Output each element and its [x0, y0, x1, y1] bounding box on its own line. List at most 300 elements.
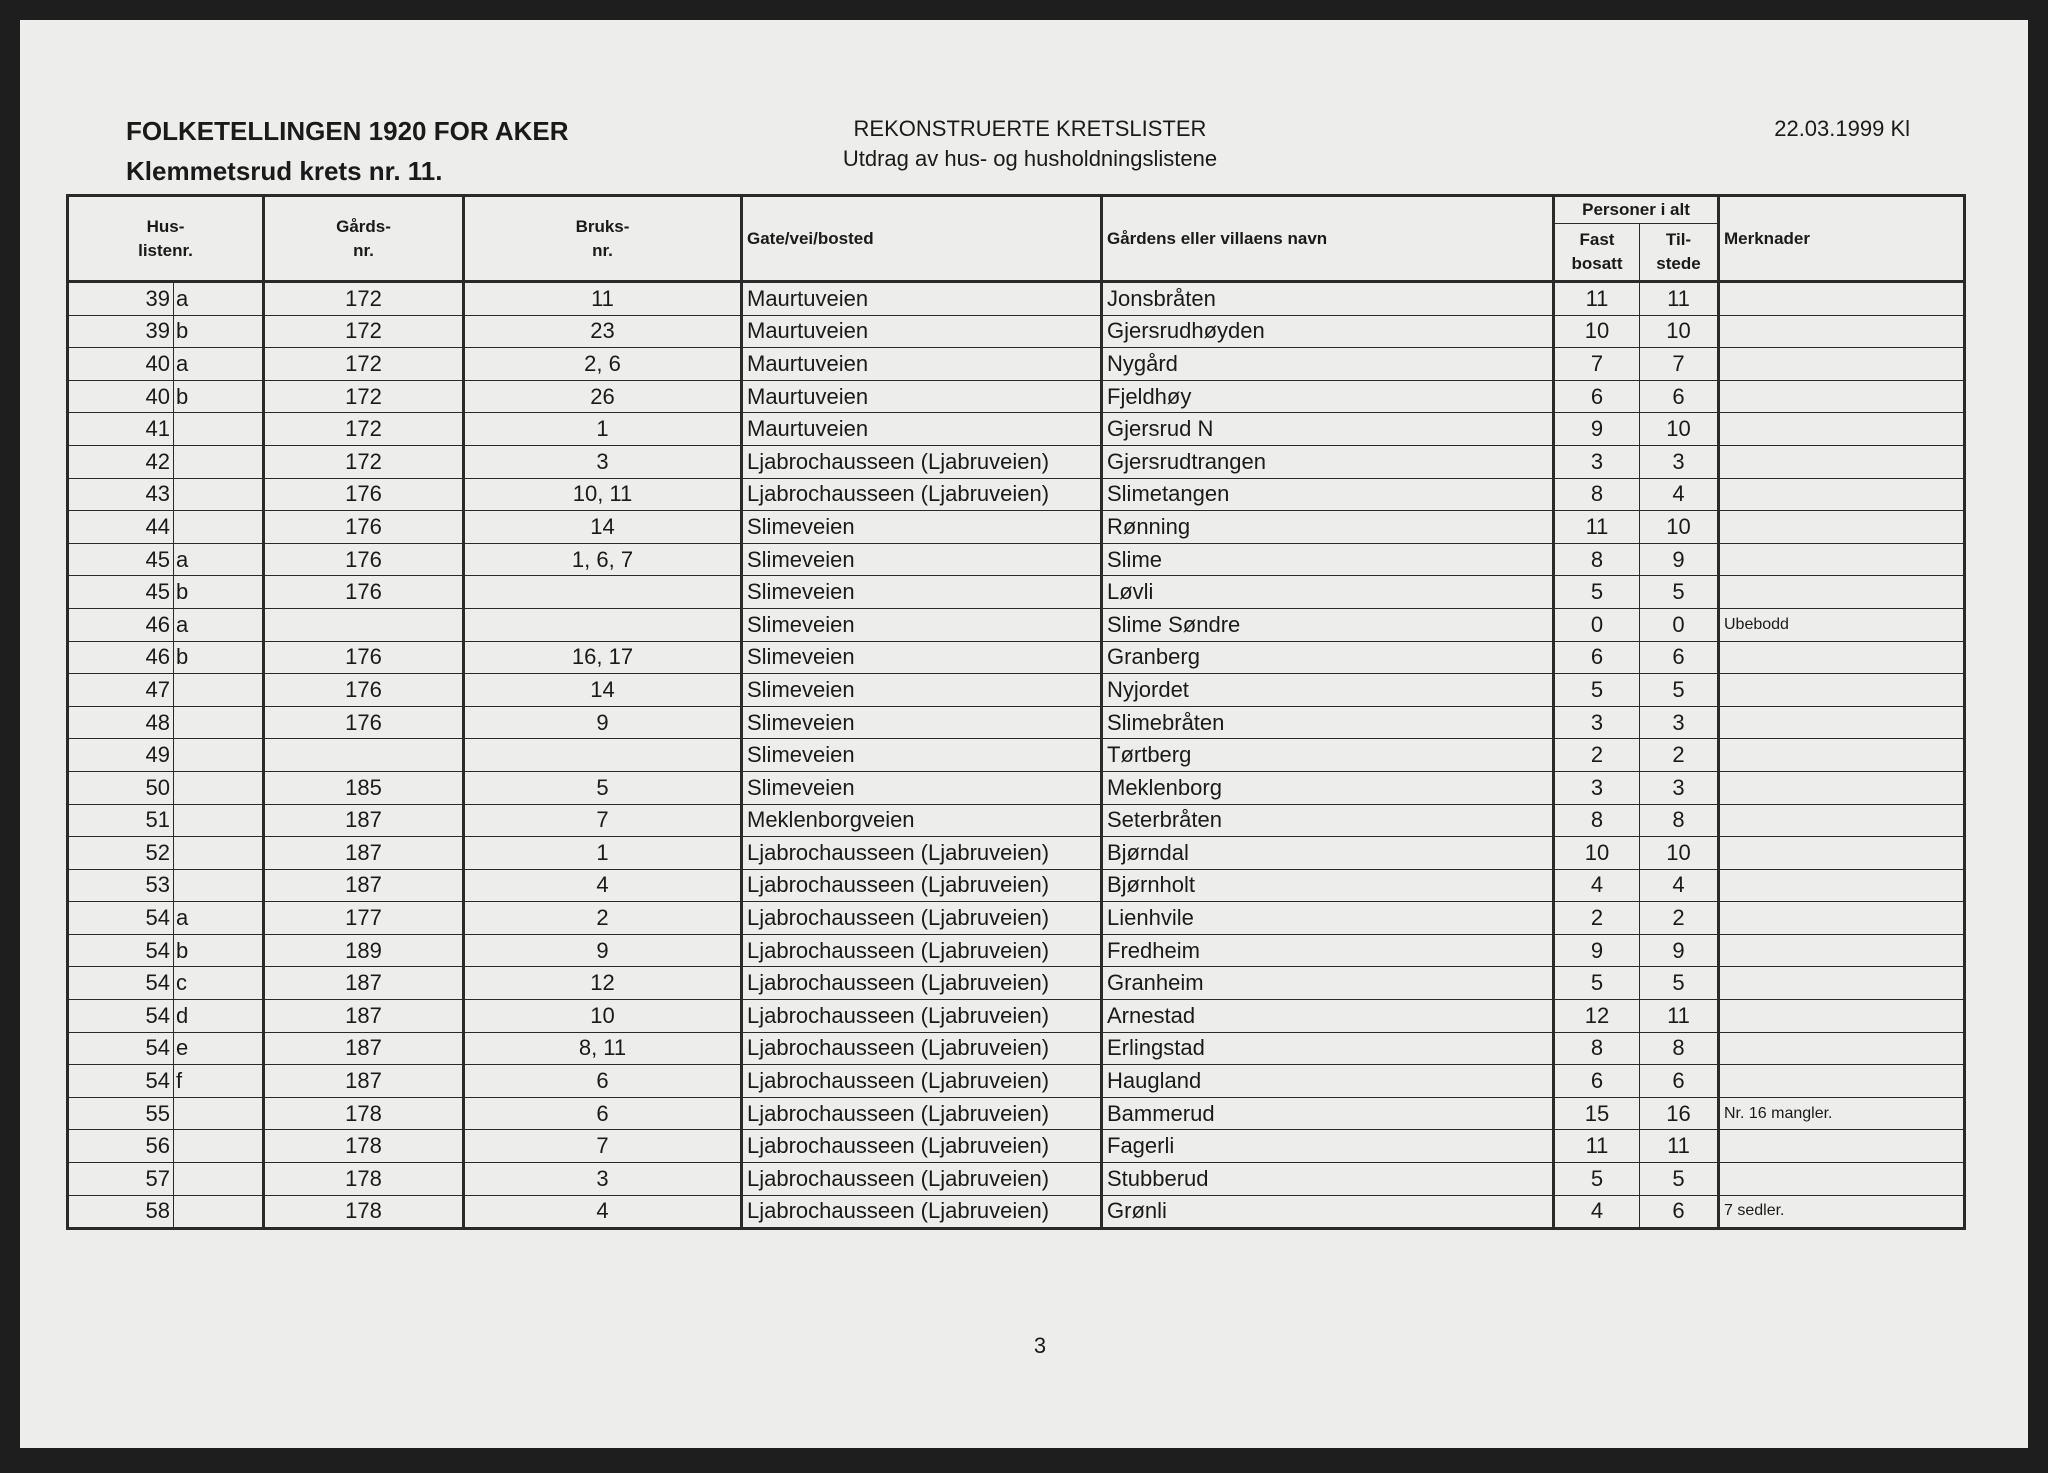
cell-merknader: 7 sedler.: [1719, 1195, 1965, 1229]
cell-bruksnr: 4: [464, 1195, 742, 1229]
cell-gate: Slimeveien: [742, 576, 1102, 609]
cell-bruksnr: [464, 608, 742, 641]
col-header-huslistenr: Hus- listenr.: [68, 196, 264, 282]
cell-huslistenr: 39: [68, 315, 174, 348]
cell-gardsnr: 176: [264, 576, 464, 609]
center-subheading: Utdrag av hus- og husholdningslistene: [842, 146, 1218, 171]
cell-gardens-navn: Fredheim: [1102, 934, 1554, 967]
cell-huslistenr: 56: [68, 1130, 174, 1163]
cell-bruksnr: 3: [464, 1163, 742, 1196]
cell-huslistenr: 39: [68, 282, 174, 316]
cell-suffix: b: [174, 934, 264, 967]
cell-suffix: [174, 739, 264, 772]
cell-suffix: b: [174, 641, 264, 674]
cell-tilstede: 9: [1640, 934, 1719, 967]
cell-suffix: f: [174, 1065, 264, 1098]
date-stamp: 22.03.1999 Kl: [1774, 116, 1910, 141]
table-row: [68, 380, 1965, 413]
cell-merknader: [1719, 804, 1965, 837]
cell-gate: Slimeveien: [742, 641, 1102, 674]
cell-bruksnr: 9: [464, 706, 742, 739]
table-row: [68, 837, 1965, 870]
cell-gate: Ljabrochausseen (Ljabruveien): [742, 967, 1102, 1000]
cell-gate: Slimeveien: [742, 706, 1102, 739]
cell-tilstede: 8: [1640, 1032, 1719, 1065]
cell-gardens-navn: Jonsbråten: [1102, 282, 1554, 316]
cell-fast-bosatt: 6: [1554, 641, 1640, 674]
cell-huslistenr: 54: [68, 967, 174, 1000]
cell-gate: Ljabrochausseen (Ljabruveien): [742, 445, 1102, 478]
cell-huslistenr: 53: [68, 869, 174, 902]
table-row: [68, 869, 1965, 902]
cell-bruksnr: 12: [464, 967, 742, 1000]
cell-fast-bosatt: 4: [1554, 869, 1640, 902]
cell-suffix: [174, 837, 264, 870]
cell-gate: Ljabrochausseen (Ljabruveien): [742, 902, 1102, 935]
cell-suffix: [174, 413, 264, 446]
cell-huslistenr: 40: [68, 380, 174, 413]
table-row: [68, 1195, 1965, 1229]
cell-tilstede: 6: [1640, 380, 1719, 413]
cell-merknader: [1719, 380, 1965, 413]
cell-gate: Ljabrochausseen (Ljabruveien): [742, 837, 1102, 870]
cell-huslistenr: 54: [68, 1065, 174, 1098]
cell-fast-bosatt: 11: [1554, 282, 1640, 316]
cell-fast-bosatt: 7: [1554, 348, 1640, 381]
cell-bruksnr: 16, 17: [464, 641, 742, 674]
cell-gate: Maurtuveien: [742, 315, 1102, 348]
cell-tilstede: 3: [1640, 445, 1719, 478]
cell-suffix: [174, 674, 264, 707]
cell-fast-bosatt: 11: [1554, 511, 1640, 544]
cell-fast-bosatt: 3: [1554, 706, 1640, 739]
cell-gardens-navn: Bammerud: [1102, 1097, 1554, 1130]
cell-gardsnr: 172: [264, 445, 464, 478]
cell-merknader: [1719, 315, 1965, 348]
col-header-merknader: Merknader: [1719, 196, 1965, 282]
cell-fast-bosatt: 12: [1554, 1000, 1640, 1033]
table-row: [68, 445, 1965, 478]
cell-suffix: [174, 869, 264, 902]
cell-tilstede: 5: [1640, 576, 1719, 609]
cell-tilstede: 3: [1640, 771, 1719, 804]
cell-bruksnr: 9: [464, 934, 742, 967]
cell-bruksnr: 11: [464, 282, 742, 316]
cell-gardens-navn: Bjørndal: [1102, 837, 1554, 870]
cell-gardens-navn: Meklenborg: [1102, 771, 1554, 804]
cell-gardsnr: 178: [264, 1097, 464, 1130]
cell-gate: Slimeveien: [742, 543, 1102, 576]
cell-gardens-navn: Haugland: [1102, 1065, 1554, 1098]
center-heading: REKONSTRUERTE KRETSLISTER: [853, 116, 1207, 141]
cell-tilstede: 10: [1640, 837, 1719, 870]
cell-huslistenr: 42: [68, 445, 174, 478]
cell-gate: Ljabrochausseen (Ljabruveien): [742, 934, 1102, 967]
cell-merknader: [1719, 478, 1965, 511]
cell-merknader: [1719, 902, 1965, 935]
cell-merknader: [1719, 706, 1965, 739]
cell-huslistenr: 55: [68, 1097, 174, 1130]
cell-bruksnr: 1: [464, 837, 742, 870]
cell-huslistenr: 40: [68, 348, 174, 381]
table-row: [68, 576, 1965, 609]
cell-gate: Maurtuveien: [742, 348, 1102, 381]
cell-merknader: [1719, 348, 1965, 381]
table-row: [68, 413, 1965, 446]
cell-gate: Meklenborgveien: [742, 804, 1102, 837]
cell-merknader: [1719, 445, 1965, 478]
cell-gardsnr: 178: [264, 1130, 464, 1163]
cell-suffix: b: [174, 576, 264, 609]
cell-gardens-navn: Grønli: [1102, 1195, 1554, 1229]
cell-tilstede: 16: [1640, 1097, 1719, 1130]
cell-gate: Ljabrochausseen (Ljabruveien): [742, 478, 1102, 511]
cell-suffix: a: [174, 608, 264, 641]
cell-bruksnr: 26: [464, 380, 742, 413]
cell-gardens-navn: Slimebråten: [1102, 706, 1554, 739]
cell-merknader: [1719, 1130, 1965, 1163]
cell-tilstede: 11: [1640, 1130, 1719, 1163]
cell-fast-bosatt: 8: [1554, 1032, 1640, 1065]
cell-gardsnr: 187: [264, 967, 464, 1000]
cell-huslistenr: 54: [68, 1000, 174, 1033]
cell-huslistenr: 58: [68, 1195, 174, 1229]
cell-tilstede: 9: [1640, 543, 1719, 576]
cell-fast-bosatt: 2: [1554, 739, 1640, 772]
cell-tilstede: 5: [1640, 967, 1719, 1000]
cell-suffix: [174, 706, 264, 739]
cell-fast-bosatt: 5: [1554, 576, 1640, 609]
cell-tilstede: 4: [1640, 869, 1719, 902]
cell-suffix: b: [174, 380, 264, 413]
cell-bruksnr: 2: [464, 902, 742, 935]
cell-gate: Slimeveien: [742, 674, 1102, 707]
col-header-tilstede: Til- stede: [1640, 224, 1719, 282]
cell-tilstede: 6: [1640, 1065, 1719, 1098]
cell-gardsnr: 172: [264, 315, 464, 348]
cell-gardsnr: 172: [264, 380, 464, 413]
cell-gate: Ljabrochausseen (Ljabruveien): [742, 1130, 1102, 1163]
cell-tilstede: 10: [1640, 413, 1719, 446]
table-row: [68, 934, 1965, 967]
cell-fast-bosatt: 9: [1554, 413, 1640, 446]
cell-gardens-navn: Erlingstad: [1102, 1032, 1554, 1065]
cell-suffix: [174, 1130, 264, 1163]
cell-bruksnr: 6: [464, 1097, 742, 1130]
cell-huslistenr: 41: [68, 413, 174, 446]
table-row: [68, 804, 1965, 837]
cell-fast-bosatt: 5: [1554, 1163, 1640, 1196]
cell-gardens-navn: Gjersrudtrangen: [1102, 445, 1554, 478]
cell-merknader: [1719, 771, 1965, 804]
cell-gardsnr: 189: [264, 934, 464, 967]
cell-merknader: [1719, 413, 1965, 446]
col-header-gate: Gate/vei/bosted: [742, 196, 1102, 282]
cell-huslistenr: 50: [68, 771, 174, 804]
cell-suffix: [174, 1097, 264, 1130]
cell-huslistenr: 54: [68, 1032, 174, 1065]
table-row: [68, 1130, 1965, 1163]
cell-gardens-navn: Gjersrudhøyden: [1102, 315, 1554, 348]
cell-suffix: [174, 771, 264, 804]
census-table-body: [68, 282, 1965, 1229]
cell-gate: Ljabrochausseen (Ljabruveien): [742, 869, 1102, 902]
header-row-group: [68, 196, 1965, 224]
table-row: [68, 706, 1965, 739]
table-row: [68, 1163, 1965, 1196]
table-row: [68, 739, 1965, 772]
table-row: [68, 674, 1965, 707]
cell-huslistenr: 46: [68, 608, 174, 641]
cell-gardens-navn: Løvli: [1102, 576, 1554, 609]
cell-fast-bosatt: 3: [1554, 445, 1640, 478]
cell-suffix: [174, 511, 264, 544]
cell-gate: Slimeveien: [742, 771, 1102, 804]
cell-suffix: [174, 804, 264, 837]
cell-gardsnr: 185: [264, 771, 464, 804]
cell-huslistenr: 52: [68, 837, 174, 870]
cell-tilstede: 7: [1640, 348, 1719, 381]
cell-huslistenr: 46: [68, 641, 174, 674]
cell-gate: Maurtuveien: [742, 413, 1102, 446]
cell-gate: Slimeveien: [742, 608, 1102, 641]
cell-tilstede: 0: [1640, 608, 1719, 641]
table-row: [68, 1065, 1965, 1098]
cell-fast-bosatt: 15: [1554, 1097, 1640, 1130]
table-row: [68, 1032, 1965, 1065]
census-table: [66, 194, 1966, 1230]
cell-tilstede: 3: [1640, 706, 1719, 739]
cell-gardens-navn: Slime Søndre: [1102, 608, 1554, 641]
cell-bruksnr: 2, 6: [464, 348, 742, 381]
cell-suffix: [174, 445, 264, 478]
table-row: [68, 771, 1965, 804]
cell-tilstede: 6: [1640, 641, 1719, 674]
cell-tilstede: 8: [1640, 804, 1719, 837]
cell-gardsnr: [264, 608, 464, 641]
cell-huslistenr: 45: [68, 576, 174, 609]
cell-merknader: [1719, 674, 1965, 707]
cell-merknader: [1719, 641, 1965, 674]
table-row: [68, 967, 1965, 1000]
cell-gardsnr: 177: [264, 902, 464, 935]
cell-gardsnr: 172: [264, 413, 464, 446]
cell-gardens-navn: Gjersrud N: [1102, 413, 1554, 446]
table-row: [68, 478, 1965, 511]
cell-fast-bosatt: 9: [1554, 934, 1640, 967]
cell-gardens-navn: Fjeldhøy: [1102, 380, 1554, 413]
cell-bruksnr: 1: [464, 413, 742, 446]
cell-merknader: Ubebodd: [1719, 608, 1965, 641]
cell-suffix: e: [174, 1032, 264, 1065]
cell-gate: Ljabrochausseen (Ljabruveien): [742, 1032, 1102, 1065]
cell-fast-bosatt: 11: [1554, 1130, 1640, 1163]
cell-tilstede: 11: [1640, 1000, 1719, 1033]
cell-bruksnr: 23: [464, 315, 742, 348]
document-subtitle-krets: Klemmetsrud krets nr. 11.: [126, 156, 443, 186]
cell-bruksnr: 10, 11: [464, 478, 742, 511]
cell-bruksnr: [464, 739, 742, 772]
cell-gate: Slimeveien: [742, 511, 1102, 544]
cell-gardens-navn: Granberg: [1102, 641, 1554, 674]
cell-bruksnr: 8, 11: [464, 1032, 742, 1065]
cell-gardsnr: 176: [264, 706, 464, 739]
cell-gardsnr: [264, 739, 464, 772]
cell-gardens-navn: Stubberud: [1102, 1163, 1554, 1196]
cell-gardens-navn: Nyjordet: [1102, 674, 1554, 707]
table-row: [68, 543, 1965, 576]
col-header-fast-bosatt: Fast bosatt: [1554, 224, 1640, 282]
cell-gardsnr: 178: [264, 1163, 464, 1196]
cell-bruksnr: 4: [464, 869, 742, 902]
cell-merknader: [1719, 837, 1965, 870]
table-row: [68, 1000, 1965, 1033]
cell-gate: Maurtuveien: [742, 380, 1102, 413]
cell-merknader: [1719, 576, 1965, 609]
cell-tilstede: 5: [1640, 1163, 1719, 1196]
cell-gardens-navn: Tørtberg: [1102, 739, 1554, 772]
cell-gardsnr: 187: [264, 1032, 464, 1065]
cell-suffix: a: [174, 282, 264, 316]
cell-gardsnr: 176: [264, 543, 464, 576]
cell-gardsnr: 176: [264, 511, 464, 544]
cell-huslistenr: 44: [68, 511, 174, 544]
cell-suffix: [174, 1163, 264, 1196]
cell-tilstede: 2: [1640, 902, 1719, 935]
cell-gate: Ljabrochausseen (Ljabruveien): [742, 1097, 1102, 1130]
cell-gardens-navn: Arnestad: [1102, 1000, 1554, 1033]
cell-gardens-navn: Bjørnholt: [1102, 869, 1554, 902]
cell-huslistenr: 57: [68, 1163, 174, 1196]
cell-gardens-navn: Lienhvile: [1102, 902, 1554, 935]
table-row: [68, 348, 1965, 381]
cell-gate: Slimeveien: [742, 739, 1102, 772]
cell-merknader: [1719, 282, 1965, 316]
cell-bruksnr: 1, 6, 7: [464, 543, 742, 576]
cell-gate: Ljabrochausseen (Ljabruveien): [742, 1000, 1102, 1033]
cell-gate: Maurtuveien: [742, 282, 1102, 316]
table-row: [68, 282, 1965, 316]
cell-gardsnr: 176: [264, 641, 464, 674]
cell-suffix: [174, 478, 264, 511]
cell-merknader: [1719, 869, 1965, 902]
cell-fast-bosatt: 5: [1554, 674, 1640, 707]
cell-suffix: a: [174, 348, 264, 381]
cell-bruksnr: 14: [464, 511, 742, 544]
cell-gardsnr: 187: [264, 1000, 464, 1033]
table-row: [68, 1097, 1965, 1130]
cell-fast-bosatt: 6: [1554, 380, 1640, 413]
cell-tilstede: 4: [1640, 478, 1719, 511]
cell-merknader: [1719, 1000, 1965, 1033]
cell-bruksnr: 6: [464, 1065, 742, 1098]
cell-huslistenr: 49: [68, 739, 174, 772]
cell-tilstede: 10: [1640, 511, 1719, 544]
cell-gardsnr: 172: [264, 282, 464, 316]
cell-gardsnr: 172: [264, 348, 464, 381]
col-header-gardsnr: Gårds- nr.: [264, 196, 464, 282]
cell-merknader: [1719, 511, 1965, 544]
cell-bruksnr: [464, 576, 742, 609]
cell-suffix: a: [174, 543, 264, 576]
cell-bruksnr: 7: [464, 804, 742, 837]
cell-fast-bosatt: 8: [1554, 543, 1640, 576]
document-title: FOLKETELLINGEN 1920 FOR AKER: [126, 116, 569, 146]
cell-gardsnr: 178: [264, 1195, 464, 1229]
cell-merknader: Nr. 16 mangler.: [1719, 1097, 1965, 1130]
cell-tilstede: 11: [1640, 282, 1719, 316]
cell-gardsnr: 176: [264, 478, 464, 511]
cell-gardsnr: 187: [264, 837, 464, 870]
cell-bruksnr: 7: [464, 1130, 742, 1163]
cell-fast-bosatt: 10: [1554, 837, 1640, 870]
cell-huslistenr: 48: [68, 706, 174, 739]
cell-gardsnr: 187: [264, 869, 464, 902]
cell-bruksnr: 10: [464, 1000, 742, 1033]
cell-huslistenr: 45: [68, 543, 174, 576]
cell-fast-bosatt: 6: [1554, 1065, 1640, 1098]
cell-fast-bosatt: 2: [1554, 902, 1640, 935]
cell-huslistenr: 47: [68, 674, 174, 707]
cell-tilstede: 2: [1640, 739, 1719, 772]
page-number: 3: [1033, 1333, 1047, 1358]
cell-huslistenr: 54: [68, 902, 174, 935]
table-row: [68, 315, 1965, 348]
table-row: [68, 902, 1965, 935]
cell-merknader: [1719, 967, 1965, 1000]
cell-suffix: [174, 1195, 264, 1229]
cell-huslistenr: 54: [68, 934, 174, 967]
cell-fast-bosatt: 5: [1554, 967, 1640, 1000]
cell-tilstede: 10: [1640, 315, 1719, 348]
cell-suffix: b: [174, 315, 264, 348]
table-row: [68, 511, 1965, 544]
cell-fast-bosatt: 3: [1554, 771, 1640, 804]
cell-suffix: c: [174, 967, 264, 1000]
cell-gardens-navn: Granheim: [1102, 967, 1554, 1000]
cell-tilstede: 5: [1640, 674, 1719, 707]
col-header-personer-i-alt: Personer i alt: [1554, 196, 1719, 224]
table-row: [68, 641, 1965, 674]
cell-gate: Ljabrochausseen (Ljabruveien): [742, 1065, 1102, 1098]
cell-merknader: [1719, 1163, 1965, 1196]
cell-bruksnr: 3: [464, 445, 742, 478]
cell-tilstede: 6: [1640, 1195, 1719, 1229]
cell-merknader: [1719, 934, 1965, 967]
cell-gate: Ljabrochausseen (Ljabruveien): [742, 1195, 1102, 1229]
table-row: [68, 608, 1965, 641]
cell-merknader: [1719, 1065, 1965, 1098]
cell-bruksnr: 5: [464, 771, 742, 804]
cell-huslistenr: 43: [68, 478, 174, 511]
cell-gardens-navn: Seterbråten: [1102, 804, 1554, 837]
cell-fast-bosatt: 8: [1554, 804, 1640, 837]
cell-suffix: a: [174, 902, 264, 935]
cell-merknader: [1719, 1032, 1965, 1065]
cell-fast-bosatt: 4: [1554, 1195, 1640, 1229]
cell-gate: Ljabrochausseen (Ljabruveien): [742, 1163, 1102, 1196]
cell-bruksnr: 14: [464, 674, 742, 707]
cell-merknader: [1719, 543, 1965, 576]
cell-gardens-navn: Nygård: [1102, 348, 1554, 381]
cell-gardens-navn: Rønning: [1102, 511, 1554, 544]
cell-fast-bosatt: 0: [1554, 608, 1640, 641]
cell-fast-bosatt: 10: [1554, 315, 1640, 348]
cell-gardens-navn: Slime: [1102, 543, 1554, 576]
cell-gardsnr: 187: [264, 804, 464, 837]
cell-gardsnr: 176: [264, 674, 464, 707]
cell-gardens-navn: Slimetangen: [1102, 478, 1554, 511]
